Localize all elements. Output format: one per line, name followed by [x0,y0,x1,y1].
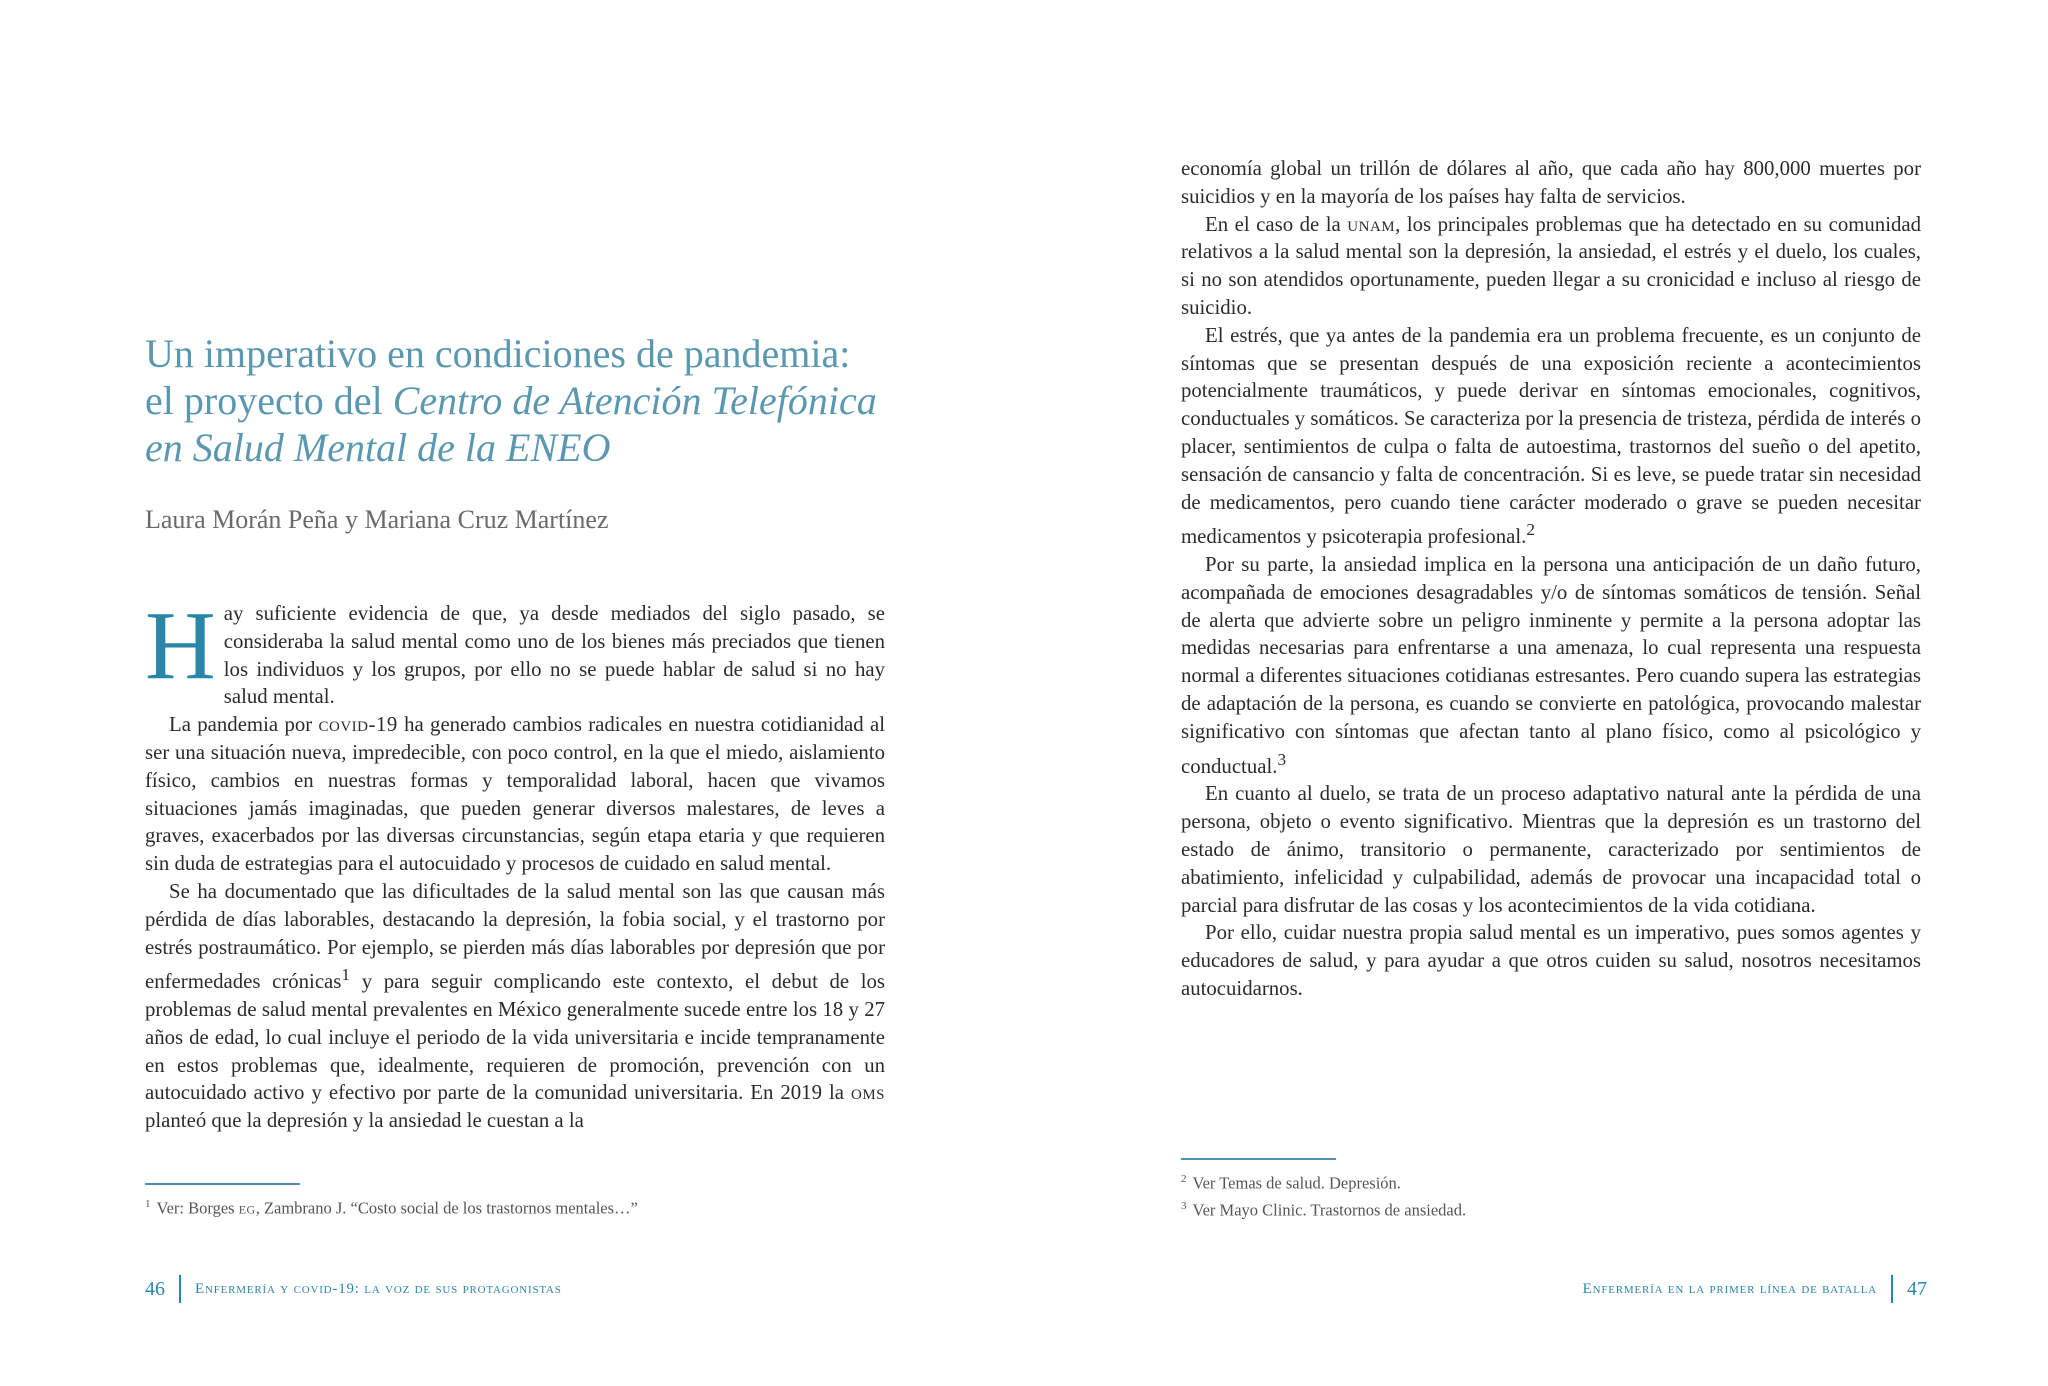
footnote-3 [1181,1195,1921,1222]
right-body-text [1181,155,1921,1003]
oms-smallcaps: oms [850,1081,885,1105]
unam-smallcaps: unam [1347,212,1396,236]
paragraph-unam-a: En el caso de la [1205,212,1348,236]
title-line-2-plain: el proyecto del [145,378,393,423]
paragraph-unam-b: , los principales problemas que ha detectado en su comunidad relativos a la salud mental son la depresión, la ansiedad, el estrés y el duelo, los cuales, si no son atendidos oportunamente, pueden llegar a su cronicidad e incluso al riesgo de suicidio. [1181,212,1921,319]
paragraph-pandemic-a: La pandemia por [169,713,319,737]
page-number-right: 47 [1907,1277,1927,1300]
covid-smallcaps: covid-19 [318,713,398,737]
paragraph-pandemic [145,711,885,878]
chapter-title [145,330,905,471]
footnote-2-number: 2 [1181,1173,1187,1185]
footnote-1-a: Ver: Borges [156,1198,239,1218]
right-folio [1583,1275,1927,1303]
title-line-2-italic: Centro de Atención Telefónica [392,378,877,423]
paragraph-grief: En cuanto al duelo, se trata de un proceso adaptativo natural ante la pérdida de una persona, objeto o evento significativo. Mientras que la depresión es un trastorno del estado de ánimo, transitorio o permanente, caracterizado por sentimientos de abatimiento, infelicidad y culpabilidad, además de provocar una incapacidad total o parcial para disfrutar de las cosas y los acontecimientos de la vida cotidiana. [1181,782,1921,917]
folio-divider-right [1891,1275,1893,1303]
title-line-1: Un imperativo en condiciones de pandemia: [145,331,851,376]
footnote-ref-1: 1 [341,965,351,985]
running-head-left: Enfermería y covid-19: la voz de sus protagonistas [195,1280,562,1297]
left-folio [145,1275,562,1303]
paragraph-documented [145,878,885,1135]
paragraph-intro [145,592,885,711]
footnote-3-number: 3 [1181,1199,1187,1212]
paragraph-documented-c: planteó que la depresión y la ansiedad le cuestan a la [145,1109,584,1133]
chapter-authors: Laura Morán Peña y Mariana Cruz Martínez [145,505,609,534]
footnote-1 [145,1193,885,1220]
paragraph-stress-text: El estrés, que ya antes de la pandemia era un problema frecuente, es un conjunto de síntomas que se presentan después de una exposición reciente a acontecimientos potencialmente traumáticos, y puede derivar en síntomas emocionales, cognitivos, conductuales y somáticos. Se caracteriza por la presencia de tristeza, pérdida de interés o placer, sentimientos de culpa o falta de autoestima, trastornos del sueño o del apetito, sensación de cansancio y falta de concentración. Si es leve, se puede tratar sin necesidad de medicamentos, pero cuando tiene carácter moderado o grave se pueden necesitar medicamentos y psicoterapia profesional. [1181,323,1921,549]
footnote-1-sc: eg [238,1198,256,1218]
footnote-rule-left [145,1183,300,1185]
paragraph-unam [1181,211,1921,322]
page-number-left: 46 [145,1277,165,1300]
footnote-2 [1181,1168,1921,1195]
paragraph-conclusion: Por ello, cuidar nuestra propia salud mental es un imperativo, pues somos agentes y educadores de salud, y para ayudar a que otros cuiden su salud, nosotros necesitamos autocuidarnos. [1181,921,1921,1000]
footnote-2-text: Ver Temas de salud. Depresión. [1192,1173,1401,1193]
paragraph-anxiety-text: Por su parte, la ansiedad implica en la persona una anticipación de un daño futuro, acompañada de emociones desagradables y/o de síntomas somáticos de tensión. Señal de alerta que advierte sobre un peligro inminente y permite a la persona adoptar las medidas necesarias para enfrentarse a una amenaza, lo cual representa una respuesta normal a diferentes situaciones cotidianas estresantes. Pero cuando supera las estrategias de adaptación de la persona, es cuando se convierte en patológica, provocando malestar significativo con síntomas que afectan tanto al plano físico, como al psicológico y conductual. [1181,553,1921,778]
footnote-ref-2: 2 [1526,520,1536,540]
running-head-right: Enfermería en la primer línea de batalla [1582,1280,1877,1297]
paragraph-documented-a: Se ha documentado que las dificultades de la salud mental son las que causan más pérdida de días laborables, destacando la depresión, la fobia social, y el trastorno por estrés postraumático. Por ejemplo, se pierden más días laborables por depresión que por enfermedades crónicas [145,879,885,994]
paragraph-anxiety [1181,551,1921,780]
folio-divider-left [179,1275,181,1303]
footnote-1-b: , Zambrano J. “Costo social de los trastornos mentales…” [255,1198,638,1218]
footnotes-right [1181,1168,1921,1221]
paragraph-stress [1181,322,1921,551]
right-page [1024,0,2048,1386]
title-line-3-italic: en Salud Mental de la ENEO [145,425,611,470]
left-body-text [145,592,885,1135]
footnote-3-text: Ver Mayo Clinic. Trastornos de ansiedad. [1192,1200,1467,1219]
footnote-rule-right [1181,1158,1336,1160]
paragraph-intro-text: ay suficiente evidencia de que, ya desde mediados del siglo pasado, se consideraba la salud mental como uno de los bienes más preciados que tienen los individuos y los grupos, por ello no se puede hablar de salud si no hay salud mental. [223,602,885,709]
paragraph-pandemic-b: ha generado cambios radicales en nuestra cotidianidad al ser una situación nueva, impredecible, con poco control, en la que el miedo, aislamiento físico, cambios en nuestras formas y temporalidad laboral, hacen que vivamos situaciones jamás imaginadas, que pueden generar diversos malestares, de leves a graves, exacerbados por las diversas circunstancias, según etapa etaria y que requieren sin duda de estrategias para el autocuidado y procesos de cuidado en salud mental. [145,713,885,876]
drop-cap: H [145,592,216,700]
paragraph-economy: economía global un trillón de dólares al año, que cada año hay 800,000 muertes por suicidios y en la mayoría de los países hay falta de servicios. [1181,157,1921,208]
footnote-1-number: 1 [145,1198,151,1210]
footnote-ref-3: 3 [1277,749,1287,769]
paragraph-documented-b: y para seguir complicando este contexto, el debut de los problemas de salud mental prevalentes en México generalmente sucede entre los 18 y 27 años de edad, lo cual incluye el periodo de la vida universitaria e incide tempranamente en estos problemas que, idealmente, requieren de promoción, prevención con un autocuidado activo y efectivo por parte de la comunidad universitaria. En 2019 la [145,970,885,1105]
